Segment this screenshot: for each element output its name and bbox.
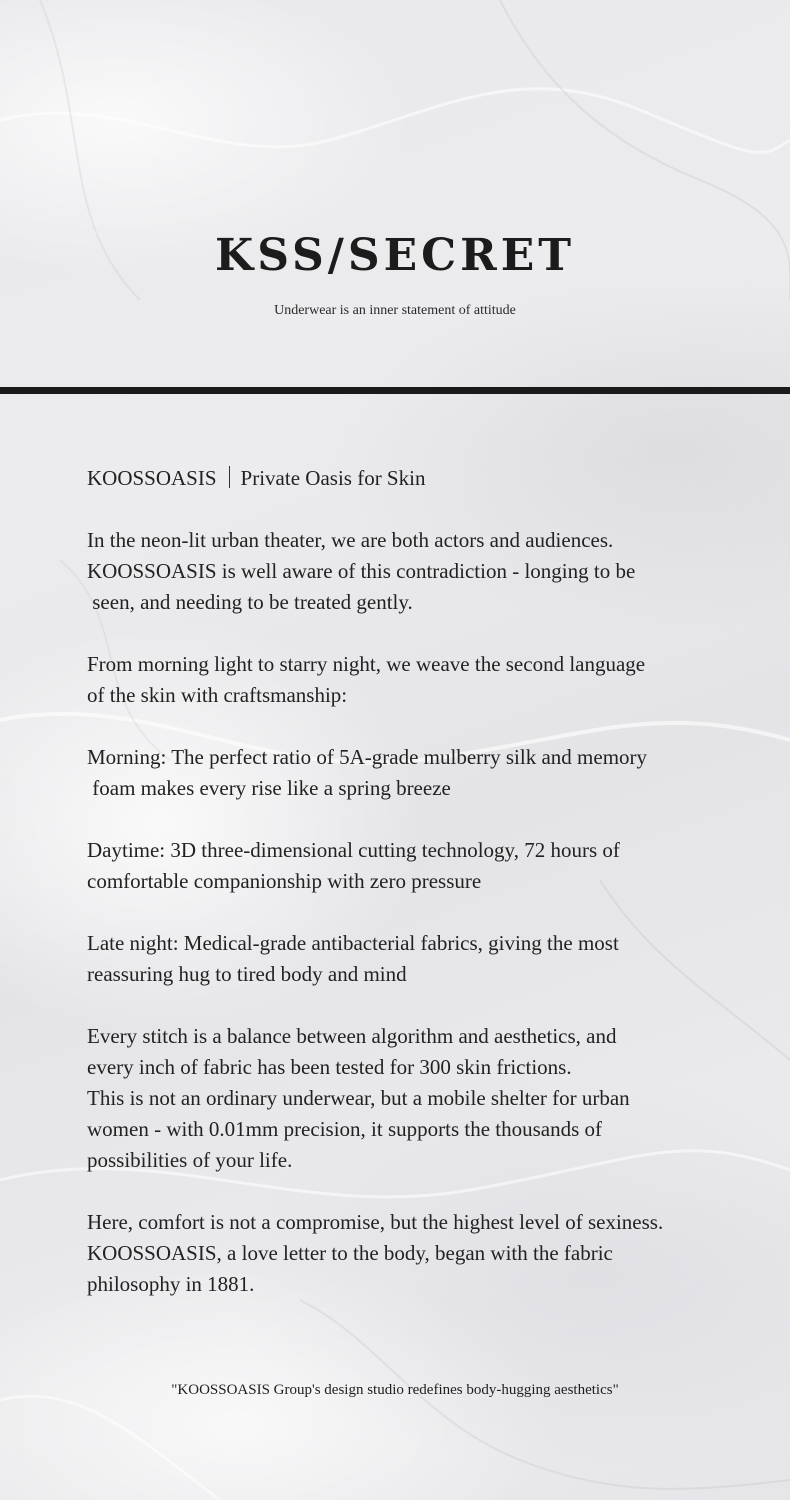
text-line: Daytime: 3D three-dimensional cutting technology, 72 hours of: [87, 838, 620, 862]
header-divider: [0, 387, 790, 394]
brand-tagline: Underwear is an inner statement of attitude: [274, 303, 516, 318]
brand-story: [87, 463, 757, 1331]
text-line: From morning light to starry night, we weave the second language: [87, 652, 646, 676]
text-line: of the skin with craftsmanship:: [87, 683, 348, 707]
paragraph-morning: [87, 742, 757, 804]
text-line: KOOSSOASIS is well aware of this contradiction - longing to be: [87, 559, 636, 583]
text-line: women - with 0.01mm precision, it supports the thousands of: [87, 1117, 603, 1141]
text-line: seen, and needing to be treated gently.: [87, 590, 413, 614]
paragraph-late-night: [87, 928, 757, 990]
text-line: possibilities of your life.: [87, 1148, 293, 1172]
text-line: every inch of fabric has been tested for 300 skin frictions.: [87, 1055, 572, 1079]
text-line: Here, comfort is not a compromise, but the highest level of sexiness.: [87, 1210, 664, 1234]
text-line: comfortable companionship with zero pressure: [87, 869, 482, 893]
text-line: foam makes every rise like a spring breeze: [87, 776, 451, 800]
brand-title: KSS/SECRET: [214, 230, 576, 281]
text-line: Morning: The perfect ratio of 5A-grade mulberry silk and memory: [87, 745, 648, 769]
paragraph-every-stitch: [87, 1021, 757, 1176]
paragraph-daytime: [87, 835, 757, 897]
intro-heading: [87, 463, 757, 494]
paragraph-comfort: [87, 1207, 757, 1300]
text-line: KOOSSOASIS, a love letter to the body, began with the fabric: [87, 1241, 613, 1265]
text-line: Every stitch is a balance between algorithm and aesthetics, and: [87, 1024, 617, 1048]
text-line: reassuring hug to tired body and mind: [87, 962, 407, 986]
intro-brand: KOOSSOASIS: [87, 466, 217, 490]
text-line: In the neon-lit urban theater, we are both actors and audiences.: [87, 528, 614, 552]
intro-slogan: Private Oasis for Skin: [240, 466, 426, 490]
text-line: philosophy in 1881.: [87, 1272, 255, 1296]
paragraph-urban-theater: [87, 525, 757, 618]
text-line: This is not an ordinary underwear, but a mobile shelter for urban: [87, 1086, 630, 1110]
footer-quote: "KOOSSOASIS Group's design studio redefines body-hugging aesthetics": [171, 1382, 619, 1398]
text-line: Late night: Medical-grade antibacterial fabrics, giving the most: [87, 931, 619, 955]
paragraph-craftsmanship: [87, 649, 757, 711]
intro-separator: [229, 466, 230, 488]
